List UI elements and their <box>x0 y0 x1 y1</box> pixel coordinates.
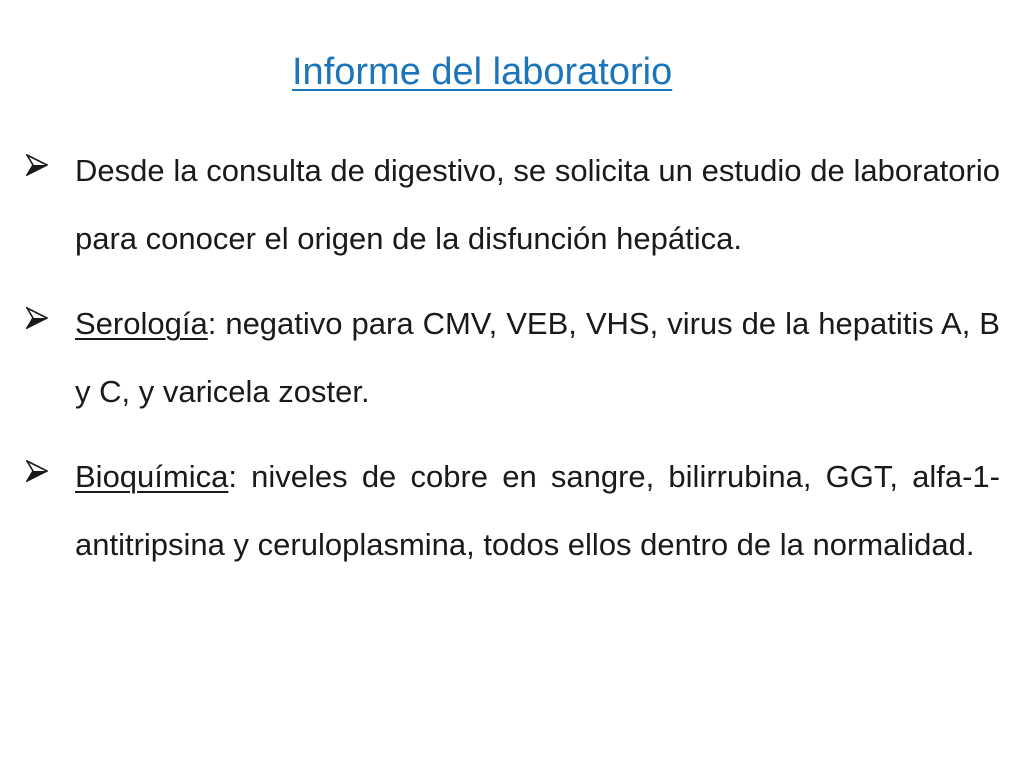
bullet-text <box>75 137 1000 273</box>
bullet-text <box>75 290 1000 426</box>
arrowhead-icon <box>26 460 48 482</box>
bullet-body: : niveles de cobre en sangre, bilirrubina, GGT, alfa-1-antitripsina y ceruloplasmina, todos ellos dentro de la normalidad. <box>75 459 1000 562</box>
slide-title: Informe del laboratorio <box>292 51 673 93</box>
bullet-item <box>24 443 1000 579</box>
bullet-term: Serología <box>75 306 208 341</box>
bullet-body: : negativo para CMV, VEB, VHS, virus de la hepatitis A, B y C, y varicela zoster. <box>75 306 1000 409</box>
bullet-list <box>24 137 1000 596</box>
arrowhead-icon <box>26 307 48 329</box>
arrowhead-icon <box>26 154 48 176</box>
bullet-item <box>24 290 1000 426</box>
bullet-item <box>24 137 1000 273</box>
bullet-text <box>75 443 1000 579</box>
bullet-body: Desde la consulta de digestivo, se solicita un estudio de laboratorio para conocer el origen de la disfunción hepática. <box>75 153 1000 256</box>
bullet-term: Bioquímica <box>75 459 229 494</box>
